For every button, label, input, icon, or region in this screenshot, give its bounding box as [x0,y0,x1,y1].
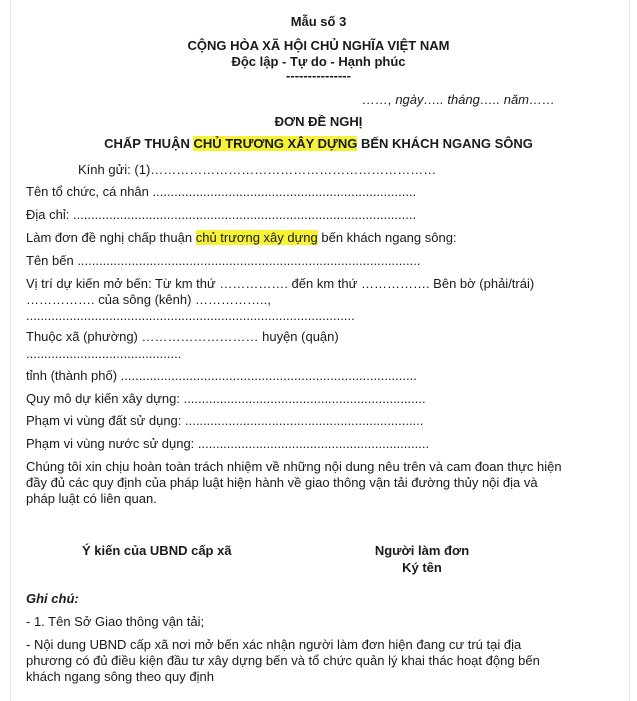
commune-line: Thuộc xã (phường) ……………………… huyện (quận) [26,329,339,344]
signature-label: Ký tên [402,560,442,575]
document-title: ĐƠN ĐỀ NGHỊ [274,114,363,129]
request-prefix: Làm đơn đề nghị chấp thuận [26,230,196,245]
form-number: Mẫu số 3 [290,14,347,29]
note-2: - Nội dung UBND cấp xã nơi mở bến xác nhận người làm đơn hiện đang cư trú tại địa phương có đủ điều kiện đầu tư xây dựng bến và tổ chức quản lý khai thác hoạt động bến khách ngang sông theo quy định [26,637,540,684]
location-line-1: Vị trí dự kiến mở bến: Từ km thứ ……………. đến km thứ ……………. Bên bờ (phải/trái) [26,276,535,291]
organization-name-line: Tên tổ chức, cá nhân ......................................................................... [26,184,417,199]
page-edge-right [629,0,630,701]
date-line: ……, ngày….. tháng….. năm…… [362,92,555,107]
scale-line: Quy mô dự kiến xây dựng: ................................................................... [26,391,426,406]
location-line-3: ........................................................................................... [26,308,355,323]
note-1: - 1. Tên Sở Giao thông vận tải; [26,614,205,629]
location-line-2: ……………. của sông (kênh) …………….., [26,292,271,307]
subtitle-suffix: BẾN KHÁCH NGANG SÔNG [357,136,533,151]
water-scope-line: Phạm vi vùng nước sử dụng: ................................................................ [26,436,430,451]
commune-opinion-label: Ý kiến của UBND cấp xã [82,543,232,558]
subtitle-prefix: CHẤP THUẬN [104,136,194,151]
province-line: tỉnh (thành phố) .................................................................................. [26,368,417,383]
country-name: CỘNG HÒA XÃ HỘI CHỦ NGHĨA VIỆT NAM [187,38,450,53]
request-highlight: chủ trương xây dựng [195,230,318,245]
subtitle-highlight: CHỦ TRƯƠNG XÂY DỰNG [193,136,358,151]
document-subtitle [0,136,637,152]
address-line: Địa chỉ: ............................................................................................... [26,207,417,222]
wharf-name-line: Tên bến ............................................................................................... [26,253,421,268]
applicant-label: Người làm đơn [374,543,470,558]
commune-dots-line: ........................................... [26,346,182,361]
kinh-gui-line: Kính gửi: (1)………………………………………………………… [78,162,437,177]
land-scope-line: Phạm vi vùng đất sử dụng: .................................................................. [26,413,424,428]
commitment-paragraph: Chúng tôi xin chịu hoàn toàn trách nhiệm về những nội dung nêu trên và cam đoan thực hiện đầy đủ các quy định của pháp luật hiện hành về giao thông vận tải đường thủy nội địa và pháp luật có liên quan. [26,459,562,506]
national-motto: Độc lập - Tự do - Hạnh phúc [231,54,406,69]
notes-heading: Ghi chú: [26,591,79,606]
request-suffix: bến khách ngang sông: [317,230,457,245]
header-divider: --------------- [286,68,351,83]
request-line [26,230,457,246]
page-edge-left [10,0,11,701]
